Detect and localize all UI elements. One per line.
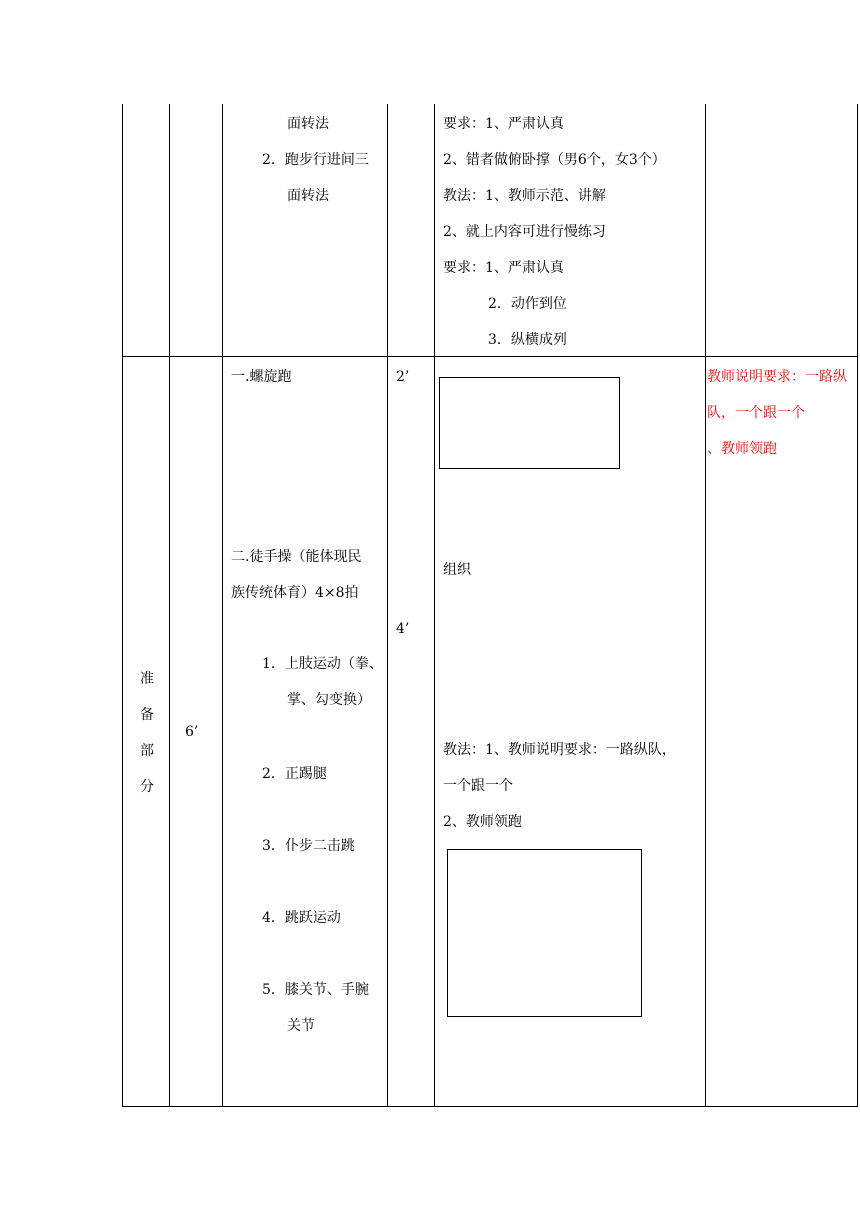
method-line: 2、错者做俯卧撑（男6个，女3个） <box>443 152 666 168</box>
content-line: 面转法 <box>287 188 329 204</box>
table-column-divider <box>222 104 223 1107</box>
method-line: 2．动作到位 <box>488 296 567 312</box>
content-subitem: 1．上肢运动（拳、 <box>262 656 383 672</box>
table-row-divider <box>122 356 858 357</box>
method-line: 组织 <box>443 562 471 578</box>
table-border-right <box>857 104 858 1107</box>
method-line: 3．纵横成列 <box>488 332 567 348</box>
section-label-char: 备 <box>140 707 154 723</box>
item-time: 2’ <box>396 369 410 385</box>
method-line: 教法：1、教师示范、讲解 <box>443 188 606 204</box>
content-line: 2．跑步行进间三 <box>262 152 369 168</box>
content-subitem: 2．正踢腿 <box>262 766 327 782</box>
table-column-divider <box>387 104 388 1107</box>
note-line: 队，一个跟一个 <box>707 405 805 421</box>
content-subitem: 掌、勾变换） <box>287 692 371 708</box>
content-subitem: 4．跳跃运动 <box>262 910 341 926</box>
method-line: 2、就上内容可进行慢练习 <box>443 224 606 240</box>
section-label <box>135 667 159 811</box>
formation-diagram-box <box>439 377 620 469</box>
method-line: 2、教师领跑 <box>443 814 522 830</box>
method-line: 一个跟一个 <box>443 778 513 794</box>
content-subitem: 关节 <box>287 1018 315 1034</box>
formation-diagram-box <box>447 849 642 1017</box>
table-border-bottom <box>122 1106 858 1107</box>
method-line: 要求：1、严肃认真 <box>443 116 564 132</box>
section-label-char: 部 <box>140 743 154 759</box>
section-label-char: 分 <box>140 779 154 795</box>
content-line: 面转法 <box>287 116 329 132</box>
content-subitem: 3．仆步二击跳 <box>262 838 355 854</box>
table-column-divider <box>434 104 435 1107</box>
method-line: 教法：1、教师说明要求：一路纵队， <box>443 742 676 758</box>
method-line: 要求：1、严肃认真 <box>443 260 564 276</box>
content-subitem: 5．膝关节、手腕 <box>262 982 369 998</box>
table-column-divider <box>705 104 706 1107</box>
content-item: 二.徒手操（能体现民 <box>231 549 362 565</box>
content-item: 一.螺旋跑 <box>231 369 292 385</box>
item-time: 4’ <box>396 621 410 637</box>
section-label-char: 准 <box>140 671 154 687</box>
total-time: 6’ <box>185 724 199 740</box>
table-border-left <box>122 104 123 1107</box>
note-line: 教师说明要求：一路纵 <box>707 369 847 385</box>
note-line: 、教师领跑 <box>707 441 777 457</box>
content-item: 族传统体育）4×8拍 <box>231 585 359 601</box>
table-column-divider <box>169 104 170 1107</box>
